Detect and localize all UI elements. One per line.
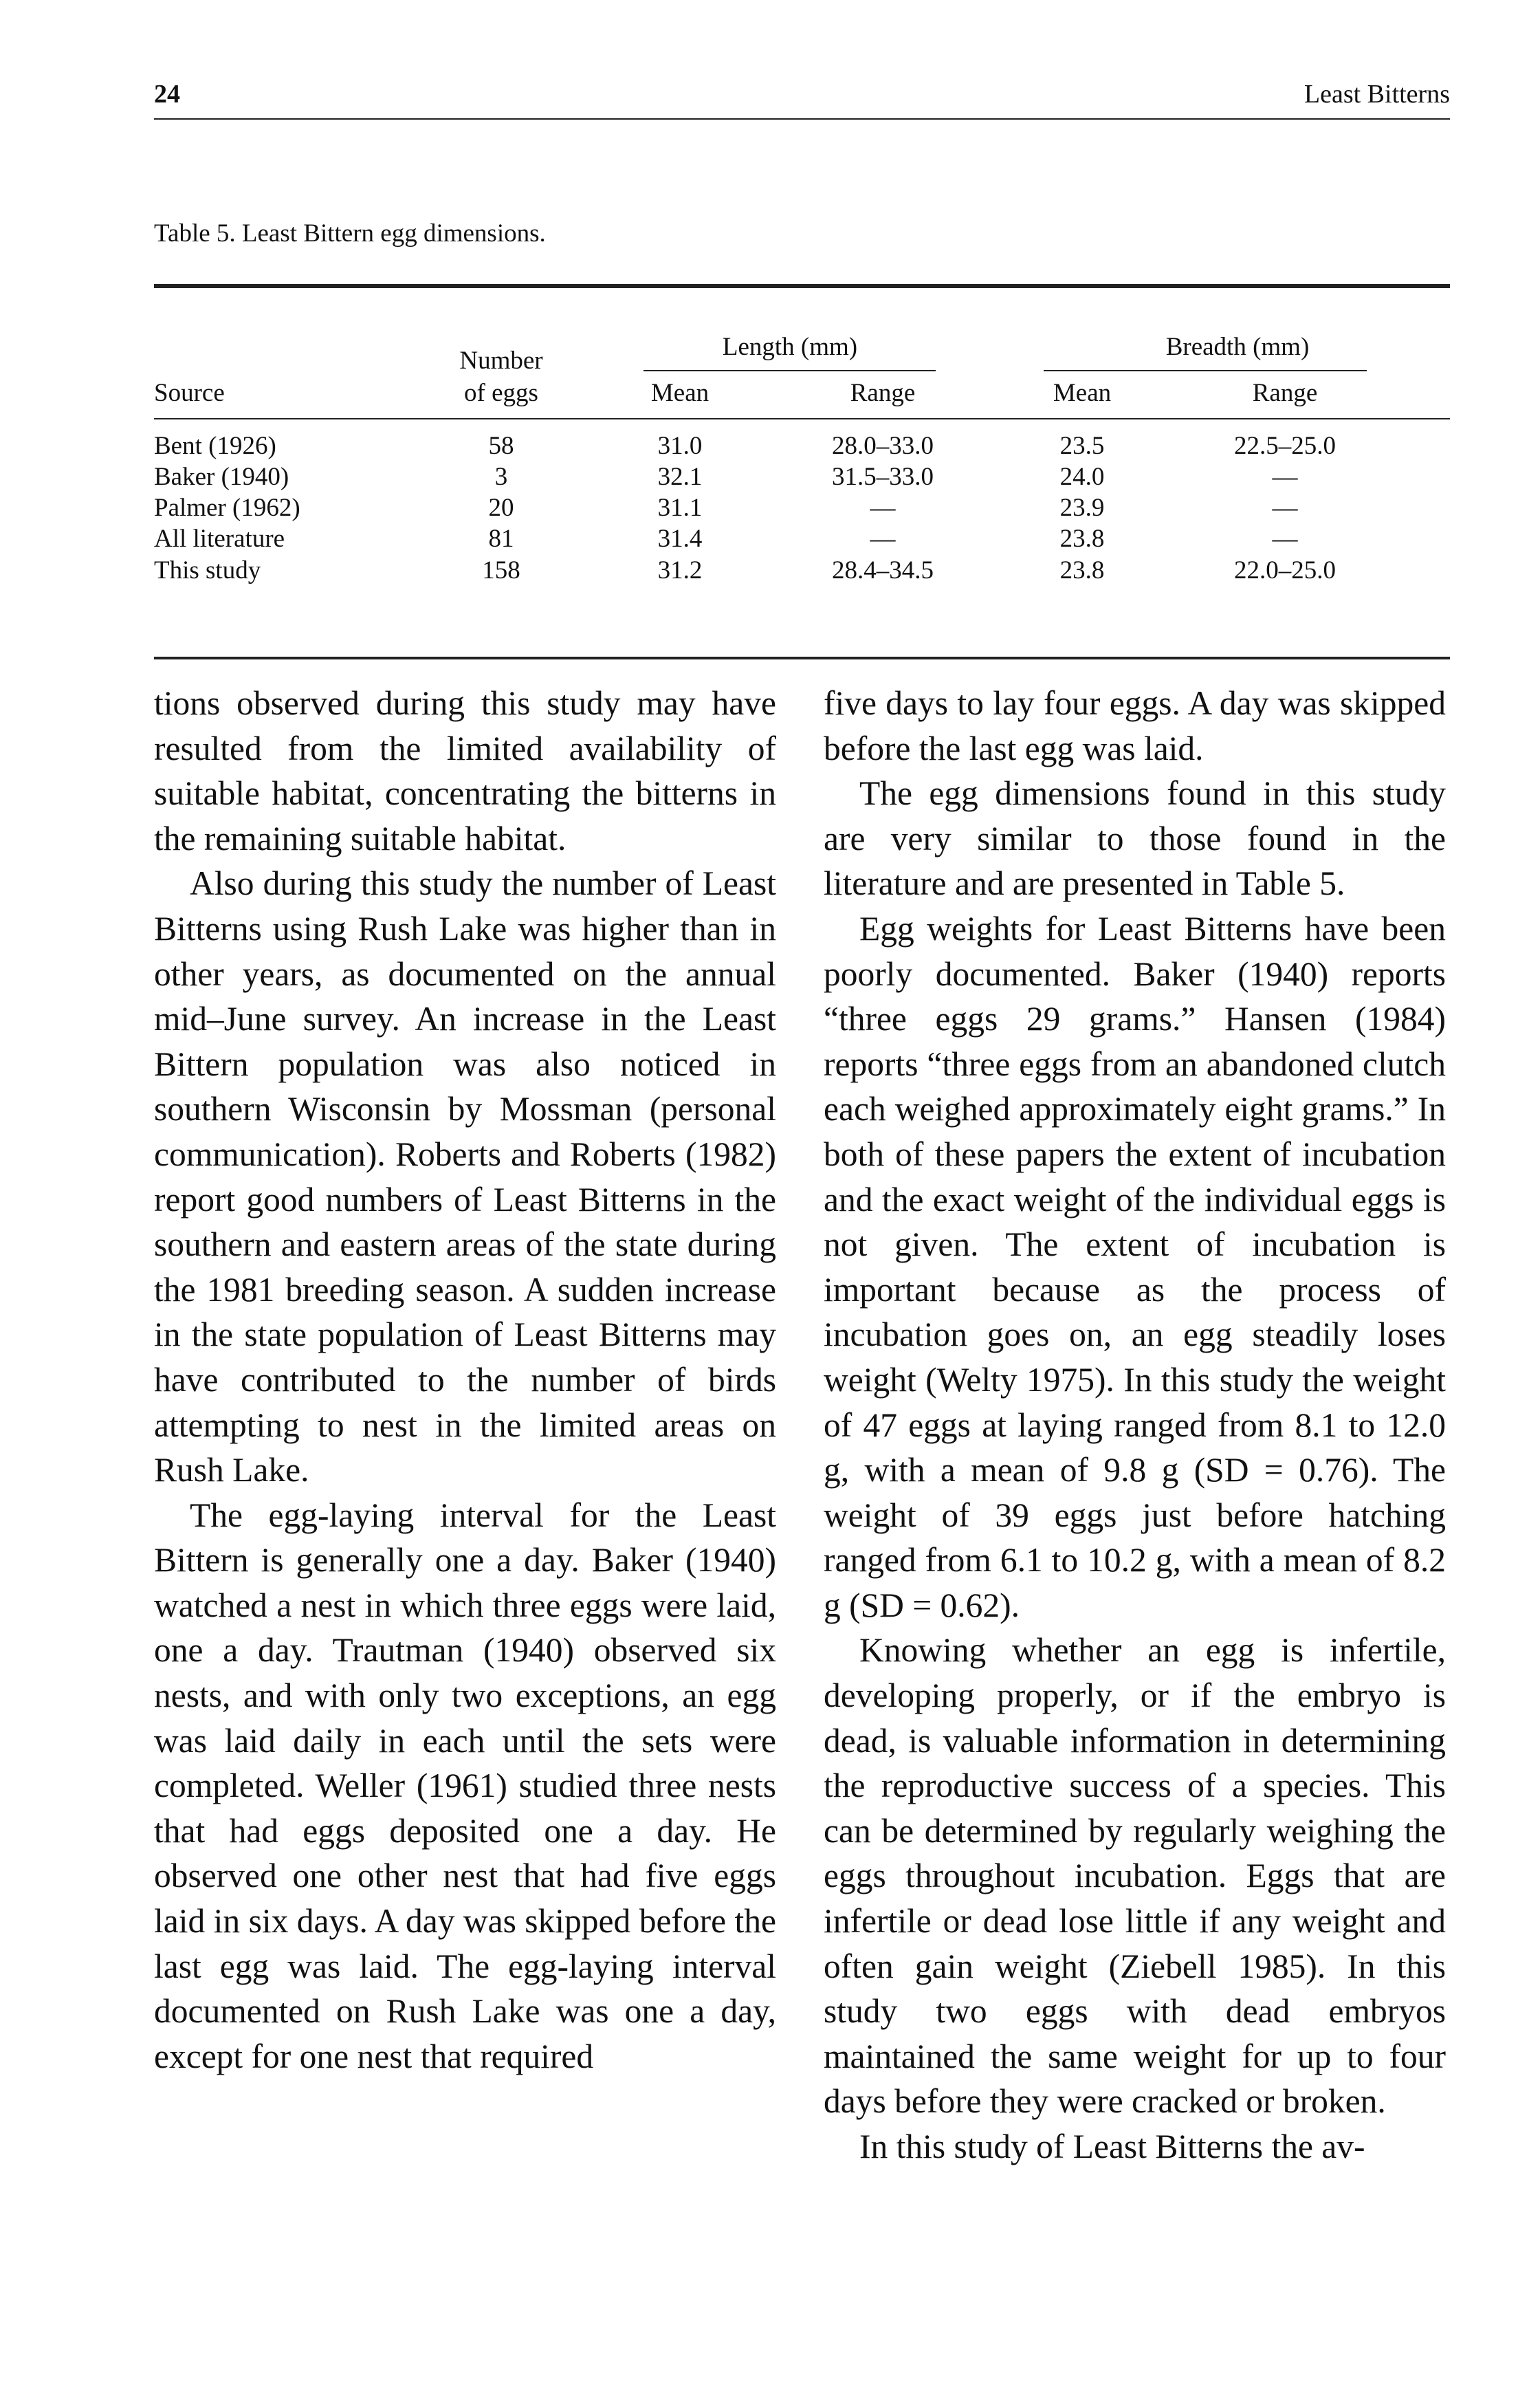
- paragraph: The egg dimensions found in this study are very similar to those found in the literature and are presented in Table 5.: [824, 774, 1446, 903]
- cell-number: 81: [488, 525, 514, 553]
- cell-number: 158: [482, 556, 520, 584]
- paragraph: five days to lay four eggs. A day was skipped before the last egg was laid.: [824, 684, 1446, 767]
- cell-length-mean: 31.2: [657, 556, 703, 584]
- table-top-rule: [154, 284, 1450, 288]
- body-column-left: [154, 681, 776, 2317]
- table-bottom-rule: [154, 657, 1450, 659]
- cell-number: 3: [494, 463, 508, 491]
- header-breadth-group: Breadth (mm): [1165, 333, 1310, 361]
- cell-length-range: 31.5–33.0: [832, 463, 934, 491]
- cell-length-mean: 31.4: [657, 525, 703, 553]
- cell-breadth-range: 22.0–25.0: [1234, 556, 1336, 584]
- header-number-line2: of eggs: [464, 379, 538, 407]
- cell-breadth-range: —: [1272, 494, 1298, 522]
- paragraph: tions observed during this study may have resulted from the limited availability of suitable habitat, concentrating the bitterns in the remaining suitable habitat.: [154, 684, 776, 857]
- cell-source: This study: [154, 556, 261, 584]
- cell-source: Baker (1940): [154, 463, 289, 491]
- paragraph: Egg weights for Least Bitterns have been poorly documented. Baker (1940) reports “three eggs 29 grams.” Hansen (1984) reports “three eggs from an abandoned clutch each weighed approximately eight grams.” In both of these papers the extent of incubation and the exact weight of the individual eggs is not given. The extent of incubation is important because as the process of incubation goes on, an egg steadily loses weight (Welty 1975). In this study the weight of 47 eggs at laying ranged from 8.1 to 12.0 g, with a mean of 9.8 g (SD = 0.76). The weight of 39 eggs just before hatching ranged from 6.1 to 10.2 g, with a mean of 8.2 g (SD = 0.62).: [824, 909, 1446, 1624]
- egg-dimensions-table: [154, 278, 1450, 664]
- cell-breadth-mean: 23.8: [1059, 525, 1105, 553]
- cell-length-mean: 31.0: [657, 432, 703, 460]
- cell-number: 20: [488, 494, 514, 522]
- running-title: Least Bitterns: [1304, 80, 1450, 109]
- header-rule: [154, 118, 1450, 120]
- paragraph: Also during this study the number of Least Bitterns using Rush Lake was higher than in other years, as documented on the annual mid–June survey. An increase in the Least Bittern population was also noticed in southern Wisconsin by Mossman (personal communication). Roberts and Roberts (1982) report good numbers of Least Bitterns in the southern and eastern areas of the state during the 1981 breeding season. A sudden increase in the state population of Least Bitterns may have contributed to the number of birds attempting to nest in the limited areas on Rush Lake.: [154, 864, 776, 1489]
- cell-breadth-range: —: [1272, 463, 1298, 491]
- breadth-group-rule: [1044, 370, 1367, 371]
- header-breadth-mean: Mean: [1053, 379, 1112, 407]
- header-breadth-range: Range: [1252, 379, 1318, 407]
- header-length-range: Range: [850, 379, 916, 407]
- header-source: Source: [154, 379, 225, 407]
- paragraph: Knowing whether an egg is infertile, developing properly, or if the embryo is dead, is valuable information in determining the reproductive success of a species. This can be determined by regularly weighing the eggs throughout incubation. Eggs that are infertile or dead lose little if any weight and often gain weight (Ziebell 1985). In this study two eggs with dead embryos maintained the same weight for up to four days before they were cracked or broken.: [824, 1631, 1446, 2121]
- cell-breadth-range: 22.5–25.0: [1234, 432, 1336, 460]
- cell-source: Palmer (1962): [154, 494, 300, 522]
- header-number-line1: Number: [459, 347, 543, 375]
- cell-breadth-mean: 24.0: [1059, 463, 1105, 491]
- length-group-rule: [644, 370, 936, 371]
- page-number: 24: [154, 80, 180, 109]
- cell-source: Bent (1926): [154, 432, 276, 460]
- paragraph: The egg-laying interval for the Least Bittern is generally one a day. Baker (1940) watched a nest in which three eggs were laid, one a day. Trautman (1940) observed six nests, and with only two exceptions, an egg was laid daily in each until the sets were completed. Weller (1961) studied three nests that had eggs deposited one a day. He observed one other nest that had five eggs laid in six days. A day was skipped before the last egg was laid. The egg-laying interval documented on Rush Lake was one a day, except for one nest that required: [154, 1496, 776, 2075]
- cell-breadth-mean: 23.9: [1059, 494, 1105, 522]
- header-length-group: Length (mm): [722, 333, 858, 361]
- table-caption: Table 5. Least Bittern egg dimensions.: [154, 219, 546, 248]
- paragraph: In this study of Least Bitterns the av-: [859, 2128, 1365, 2165]
- cell-breadth-mean: 23.8: [1059, 556, 1105, 584]
- body-column-right: [824, 681, 1446, 2317]
- cell-length-mean: 32.1: [657, 463, 703, 491]
- header-length-mean: Mean: [650, 379, 710, 407]
- table-header-rule: [154, 418, 1450, 419]
- running-head: [154, 72, 1450, 113]
- cell-length-range: —: [870, 494, 896, 522]
- cell-breadth-mean: 23.5: [1059, 432, 1105, 460]
- cell-length-range: 28.4–34.5: [832, 556, 934, 584]
- cell-length-range: 28.0–33.0: [832, 432, 934, 460]
- cell-source: All literature: [154, 525, 285, 553]
- cell-breadth-range: —: [1272, 525, 1298, 553]
- cell-length-range: —: [870, 525, 896, 553]
- cell-number: 58: [488, 432, 514, 460]
- cell-length-mean: 31.1: [657, 494, 703, 522]
